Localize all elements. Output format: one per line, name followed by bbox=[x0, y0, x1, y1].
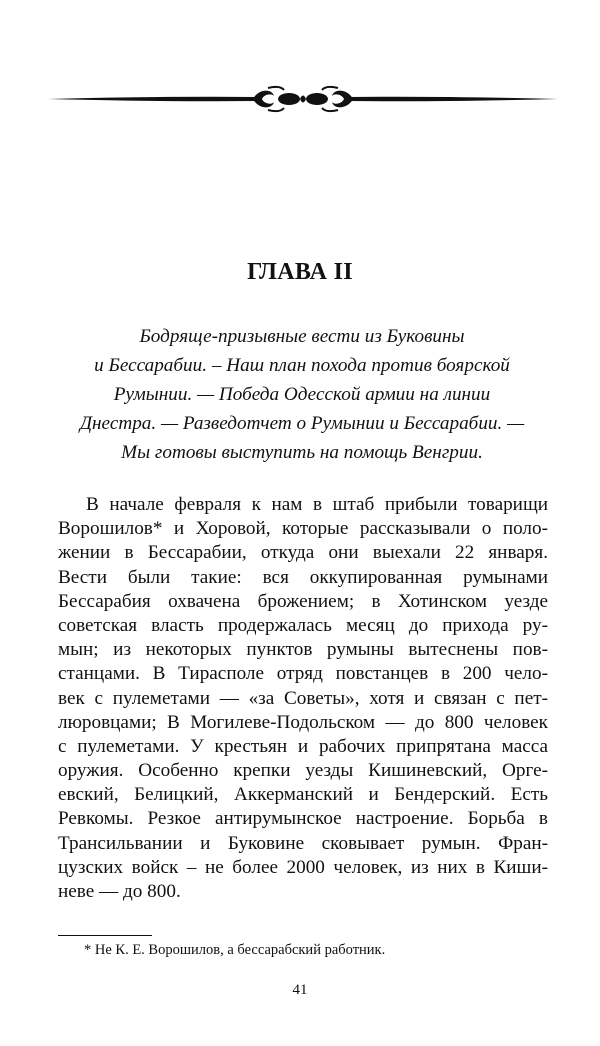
ornament-divider bbox=[48, 84, 558, 114]
text-line: В начале февраля к нам в штаб прибыли товарищи bbox=[86, 494, 548, 515]
text-line: советская власть продержалась месяц до прихода ру- bbox=[58, 614, 548, 636]
text-line: люровцами; В Могилеве-Подольском — до 800 человек bbox=[58, 711, 548, 733]
chapter-title: ГЛАВА II bbox=[247, 259, 353, 285]
summary-line: Румынии. — Победа Одесской армии на линии bbox=[113, 384, 491, 405]
text-line: Бессарабия охвачена брожением; в Хотинском уезде bbox=[58, 590, 548, 612]
page-number: 41 bbox=[292, 982, 308, 998]
text-line: цузских войск – не более 2000 человек, из них в Киши- bbox=[58, 856, 548, 878]
text-line: век с пулеметами — «за Советы», хотя и связан с пет- bbox=[58, 687, 548, 709]
chapter-summary bbox=[62, 322, 542, 467]
text-line: евский, Белицкий, Аккерманский и Бендерский. Есть bbox=[58, 784, 548, 806]
summary-line: Бодряще-призывные вести из Буковины bbox=[139, 326, 465, 347]
text-line: Трансильвании и Буковине сковывает румын. Фран- bbox=[58, 832, 548, 854]
footnote: * Не К. Е. Ворошилов, а бессарабский работник. bbox=[84, 942, 386, 958]
text-line: Вести были такие: вся оккупированная румынами bbox=[58, 566, 548, 588]
text-line: Ворошилов* и Хоровой, которые рассказывали о поло- bbox=[58, 518, 548, 540]
text-line: оружия. Особенно крепки уезды Кишиневский, Орге- bbox=[58, 760, 548, 782]
summary-line: и Бессарабии. – Наш план похода против боярской bbox=[94, 355, 510, 376]
text-line: неве — до 800. bbox=[58, 881, 181, 902]
text-line: с пулеметами. У крестьян и рабочих припрятана масса bbox=[58, 735, 548, 757]
summary-line: Мы готовы выступить на помощь Венгрии. bbox=[121, 442, 483, 463]
text-line: мын; из некоторых пунктов румыны вытеснены пов- bbox=[58, 639, 548, 661]
summary-line: Днестра. — Разведотчет о Румынии и Бессарабии. — bbox=[79, 413, 525, 434]
body-paragraph bbox=[58, 493, 548, 904]
footnote-rule bbox=[58, 935, 152, 936]
text-line: жении в Бессарабии, откуда они выехали 22 января. bbox=[58, 542, 548, 564]
text-line: Ревкомы. Резкое антирумынское настроение. Борьба в bbox=[58, 808, 548, 830]
text-line: станцами. В Тирасполе отряд повстанцев в 200 чело- bbox=[58, 663, 548, 685]
